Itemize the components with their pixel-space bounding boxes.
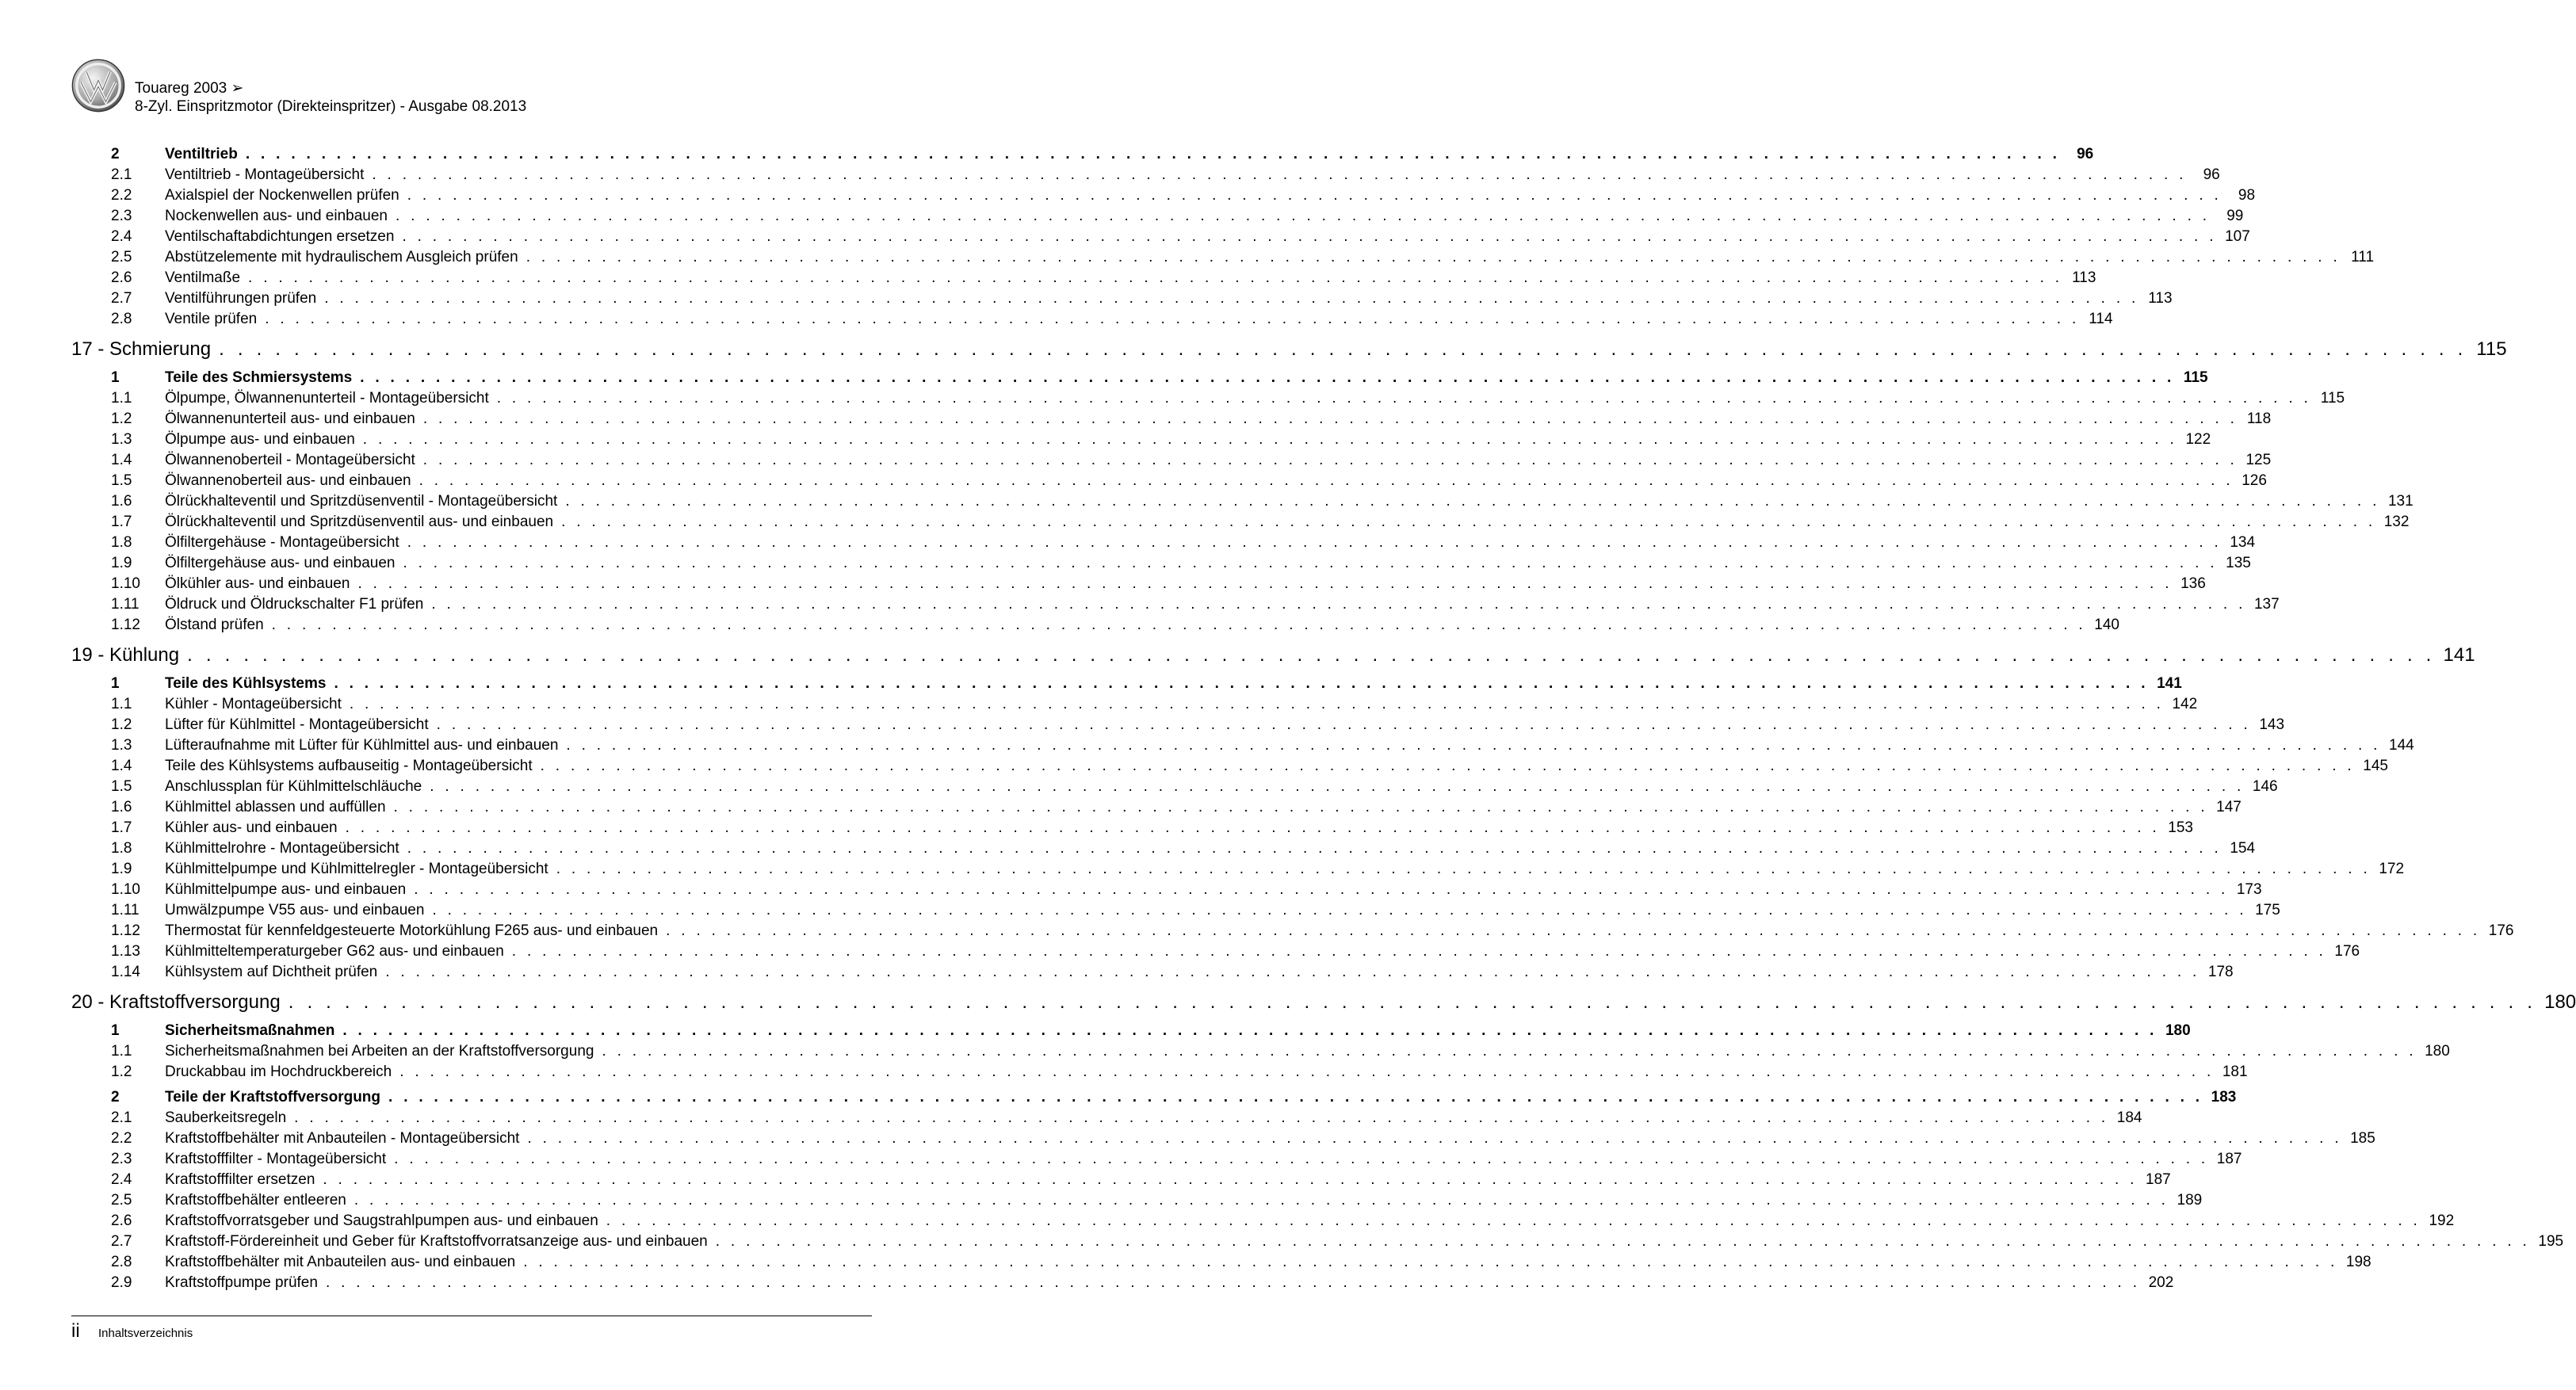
toc-title: Ölkühler aus- und einbauen: [165, 575, 350, 592]
toc-section[interactable]: [71, 674, 2182, 694]
toc-entry[interactable]: [71, 838, 2256, 859]
footer-section-title: Inhaltsverzeichnis: [98, 1327, 193, 1340]
toc-page: 202: [2148, 1274, 2174, 1291]
toc-page: 113: [2072, 269, 2096, 286]
toc-title: 20 - Kraftstoffversorgung: [71, 991, 281, 1013]
toc-leader: . . . . . . . . . . . . . . . . . . . . . . . . . . . . . . . . . . . . . . . . . . . . . . . . . . . . . . . . . . . . . . . . . . . . . . . . . . . . . . . . . . . . . . . . . . . . . . . . . . . . . . . . . . . . . . . . . . . . . . . .: [430, 778, 2245, 795]
toc-leader: . . . . . . . . . . . . . . . . . . . . . . . . . . . . . . . . . . . . . . . . . . . . . . . . . . . . . . . . . . . . . . . . . . . . . . . . . . . . . . . . . . . . . . . . . . . . . . . . . . . . . . . . . . . . . . . . . . . . . . . .: [288, 991, 2537, 1013]
toc-leader: . . . . . . . . . . . . . . . . . . . . . . . . . . . . . . . . . . . . . . . . . . . . . . . . . . . . . . . . . . . . . . . . . . . . . . . . . . . . . . . . . . . . . . . . . . . . . . . . . . . . . . . . . . . . . . . . . . . . . . . .: [606, 1212, 2421, 1229]
toc-page: 122: [2185, 431, 2211, 448]
toc-entry[interactable]: [71, 1108, 2142, 1128]
toc-title: Kraftstoffbehälter mit Anbauteilen - Montageübersicht: [165, 1130, 520, 1147]
toc-leader: . . . . . . . . . . . . . . . . . . . . . . . . . . . . . . . . . . . . . . . . . . . . . . . . . . . . . . . . . . . . . . . . . . . . . . . . . . . . . . . . . . . . . . . . . . . . . . . . . . . . . . . . . . . . . . . . . . . . . . . .: [345, 819, 2160, 836]
toc-page: 131: [2387, 493, 2414, 510]
toc-page: 153: [2168, 819, 2193, 836]
toc-page: 114: [2089, 311, 2113, 327]
toc-leader: . . . . . . . . . . . . . . . . . . . . . . . . . . . . . . . . . . . . . . . . . . . . . . . . . . . . . . . . . . . . . . . . . . . . . . . . . . . . . . . . . . . . . . . . . . . . . . . . . . . . . . . . . . . . . . . . . . . . . . . .: [388, 1089, 2203, 1106]
toc-leader: . . . . . . . . . . . . . . . . . . . . . . . . . . . . . . . . . . . . . . . . . . . . . . . . . . . . . . . . . . . . . . . . . . . . . . . . . . . . . . . . . . . . . . . . . . . . . . . . . . . . . . . . . . . . . . . . . . . . . . . .: [360, 369, 2175, 386]
toc-leader: . . . . . . . . . . . . . . . . . . . . . . . . . . . . . . . . . . . . . . . . . . . . . . . . . . . . . . . . . . . . . . . . . . . . . . . . . . . . . . . . . . . . . . . . . . . . . . . . . . . . . . . . . . . . . . . . . . . . . . . .: [527, 1130, 2342, 1147]
toc-leader: . . . . . . . . . . . . . . . . . . . . . . . . . . . . . . . . . . . . . . . . . . . . . . . . . . . . . . . . . . . . . . . . . . . . . . . . . . . . . . . . . . . . . . . . . . . . . . . . . . . . . . . . . . . . . . . . . . . . . . . .: [323, 1171, 2138, 1188]
toc-chapter[interactable]: [71, 331, 2507, 368]
toc-leader: . . . . . . . . . . . . . . . . . . . . . . . . . . . . . . . . . . . . . . . . . . . . . . . . . . . . . . . . . . . . . . . . . . . . . . . . . . . . . . . . . . . . . . . . . . . . . . . . . . . . . . . . . . . . . . . . . . . . . . . .: [565, 493, 2380, 510]
toc-entry[interactable]: [71, 206, 2244, 227]
toc-page: 187: [2216, 1151, 2242, 1167]
toc-entry[interactable]: [71, 185, 2256, 206]
toc-page: 189: [2177, 1192, 2203, 1209]
toc-number: 1.10: [111, 575, 140, 592]
toc-number: 2.6: [111, 269, 132, 286]
toc-leader: . . . . . . . . . . . . . . . . . . . . . . . . . . . . . . . . . . . . . . . . . . . . . . . . . . . . . . . . . . . . . . . . . . . . . . . . . . . . . . . . . . . . . . . . . . . . . . . . . . . . . . . . . . . . . . . . . . . . . . . .: [511, 943, 2327, 960]
toc-page: 140: [2094, 617, 2119, 633]
toc-entry[interactable]: [71, 450, 2272, 471]
toc-leader: . . . . . . . . . . . . . . . . . . . . . . . . . . . . . . . . . . . . . . . . . . . . . . . . . . . . . . . . . . . . . . . . . . . . . . . . . . . . . . . . . . . . . . . . . . . . . . . . . . . . . . . . . . . . . . . . . . . . . . . .: [342, 1022, 2157, 1039]
toc-page: 96: [2077, 146, 2094, 162]
toc-page: 178: [2207, 964, 2234, 980]
toc-leader: . . . . . . . . . . . . . . . . . . . . . . . . . . . . . . . . . . . . . . . . . . . . . . . . . . . . . . . . . . . . . . . . . . . . . . . . . . . . . . . . . . . . . . . . . . . . . . . . . . . . . . . . . . . . . . . . . . . . . . . .: [325, 1274, 2141, 1291]
toc-title: Kraftstoffbehälter mit Anbauteilen aus- und einbauen: [165, 1254, 516, 1270]
toc-page: 137: [2253, 596, 2280, 613]
toc-number: 1.9: [111, 555, 132, 571]
toc-leader: . . . . . . . . . . . . . . . . . . . . . . . . . . . . . . . . . . . . . . . . . . . . . . . . . . . . . . . . . . . . . . . . . . . . . . . . . . . . . . . . . . . . . . . . . . . . . . . . . . . . . . . . . . . . . . . . . . . . . . . .: [431, 596, 2246, 613]
toc-title: Ölpumpe aus- und einbauen: [165, 431, 355, 448]
toc-page: 176: [2488, 922, 2514, 939]
toc-leader: . . . . . . . . . . . . . . . . . . . . . . . . . . . . . . . . . . . . . . . . . . . . . . . . . . . . . . . . . . . . . . . . . . . . . . . . . . . . . . . . . . . . . . . . . . . . . . . . . . . . . . . . . . . . . . . . . . . . . . . .: [354, 1192, 2169, 1209]
table-of-contents: [71, 144, 2576, 1293]
toc-number: 2.1: [111, 1109, 132, 1126]
toc-page: 118: [2246, 411, 2272, 427]
toc-page: 180: [2425, 1043, 2450, 1060]
toc-title: Ölrückhalteventil und Spritzdüsenventil - Montageübersicht: [165, 493, 558, 510]
toc-title: Kraftstoff-Fördereinheit und Geber für Kraftstoffvorratsanzeige aus- und einbauen: [165, 1233, 708, 1250]
toc-title: Anschlussplan für Kühlmittelschläuche: [165, 778, 422, 795]
toc-page: 180: [2165, 1022, 2191, 1039]
toc-number: 2.5: [111, 249, 132, 265]
toc-number: 1.6: [111, 799, 132, 815]
toc-entry[interactable]: [71, 388, 2345, 409]
toc-title: Teile des Kühlsystems aufbauseitig - Montageübersicht: [165, 758, 533, 774]
toc-page: 115: [2476, 338, 2507, 360]
footer-page-number: ii: [71, 1320, 80, 1342]
toc-entry[interactable]: [71, 962, 2234, 983]
toc-number: 1.1: [111, 390, 132, 407]
toc-entry[interactable]: [71, 165, 2220, 185]
toc-entry[interactable]: [71, 777, 2278, 797]
toc-number: 1: [111, 675, 120, 692]
toc-entry[interactable]: [71, 1149, 2242, 1170]
toc-number: 1.2: [111, 1064, 132, 1080]
toc-number: 1.12: [111, 922, 140, 939]
toc-number: 1.2: [111, 716, 132, 733]
toc-entry[interactable]: [71, 735, 2414, 756]
toc-page: 142: [2172, 696, 2198, 712]
toc-number: 2.4: [111, 228, 132, 245]
toc-page: 98: [2238, 187, 2256, 204]
toc-entry[interactable]: [71, 1190, 2203, 1211]
toc-number: 2.3: [111, 1151, 132, 1167]
toc-leader: . . . . . . . . . . . . . . . . . . . . . . . . . . . . . . . . . . . . . . . . . . . . . . . . . . . . . . . . . . . . . . . . . . . . . . . . . . . . . . . . . . . . . . . . . . . . . . . . . . . . . . . . . . . . . . . . . . . . . . . .: [402, 228, 2217, 245]
toc-leader: . . . . . . . . . . . . . . . . . . . . . . . . . . . . . . . . . . . . . . . . . . . . . . . . . . . . . . . . . . . . . . . . . . . . . . . . . . . . . . . . . . . . . . . . . . . . . . . . . . . . . . . . . . . . . . . . . . . . . . . .: [496, 390, 2312, 407]
toc-title: Ölrückhalteventil und Spritzdüsenventil aus- und einbauen: [165, 514, 554, 530]
toc-number: 1: [111, 369, 120, 386]
toc-title: Lüfter für Kühlmittel - Montageübersicht: [165, 716, 429, 733]
toc-leader: . . . . . . . . . . . . . . . . . . . . . . . . . . . . . . . . . . . . . . . . . . . . . . . . . . . . . . . . . . . . . . . . . . . . . . . . . . . . . . . . . . . . . . . . . . . . . . . . . . . . . . . . . . . . . . . . . . . . . . . .: [219, 338, 2467, 360]
header-model: Touareg 2003 ➢: [135, 80, 244, 97]
toc-page: 115: [2320, 390, 2345, 407]
toc-number: 2.1: [111, 166, 132, 183]
toc-entry[interactable]: [71, 900, 2280, 921]
toc-title: Kühlmittelpumpe aus- und einbauen: [165, 881, 407, 898]
toc-page: 172: [2379, 861, 2405, 877]
toc-number: 1.3: [111, 431, 132, 448]
toc-title: Kühlmitteltemperaturgeber G62 aus- und einbauen: [165, 943, 504, 960]
toc-leader: . . . . . . . . . . . . . . . . . . . . . . . . . . . . . . . . . . . . . . . . . . . . . . . . . . . . . . . . . . . . . . . . . . . . . . . . . . . . . . . . . . . . . . . . . . . . . . . . . . . . . . . . . . . . . . . . . . . . . . . .: [248, 269, 2063, 286]
toc-title: Ventiltrieb: [165, 146, 238, 162]
toc-title: Kühler - Montageübersicht: [165, 696, 342, 712]
toc-number: 2: [111, 146, 120, 162]
toc-number: 2.5: [111, 1192, 132, 1209]
toc-number: 2.6: [111, 1212, 132, 1229]
toc-entry[interactable]: [71, 859, 2405, 880]
toc-leader: . . . . . . . . . . . . . . . . . . . . . . . . . . . . . . . . . . . . . . . . . . . . . . . . . . . . . . . . . . . . . . . . . . . . . . . . . . . . . . . . . . . . . . . . . . . . . . . . . . . . . . . . . . . . . . . . . . . . . . . .: [362, 431, 2178, 448]
toc-number: 1.7: [111, 819, 132, 836]
toc-page: 173: [2236, 881, 2262, 898]
toc-page: 192: [2429, 1212, 2455, 1229]
toc-number: 1.2: [111, 411, 132, 427]
toc-page: 175: [2255, 902, 2280, 918]
toc-title: Kühlmittelpumpe und Kühlmittelregler - Montageübersicht: [165, 861, 548, 877]
toc-page: 111: [2351, 249, 2375, 265]
toc-title: Lüfteraufnahme mit Lüfter für Kühlmittel aus- und einbauen: [165, 737, 559, 754]
toc-title: Kraftstoffvorratsgeber und Saugstrahlpumpen aus- und einbauen: [165, 1212, 598, 1229]
toc-entry[interactable]: [71, 594, 2280, 615]
toc-leader: . . . . . . . . . . . . . . . . . . . . . . . . . . . . . . . . . . . . . . . . . . . . . . . . . . . . . . . . . . . . . . . . . . . . . . . . . . . . . . . . . . . . . . . . . . . . . . . . . . . . . . . . . . . . . . . . . . . . . . . .: [414, 881, 2229, 898]
toc-page: 107: [2225, 228, 2250, 245]
toc-page: 136: [2180, 575, 2206, 592]
toc-page: 147: [2216, 799, 2242, 815]
toc-leader: . . . . . . . . . . . . . . . . . . . . . . . . . . . . . . . . . . . . . . . . . . . . . . . . . . . . . . . . . . . . . . . . . . . . . . . . . . . . . . . . . . . . . . . . . . . . . . . . . . . . . . . . . . . . . . . . . . . . . . . .: [422, 411, 2238, 427]
toc-entry[interactable]: [71, 1128, 2375, 1149]
toc-number: 1.9: [111, 861, 132, 877]
toc-section[interactable]: [71, 368, 2208, 388]
toc-entry[interactable]: [71, 1062, 2248, 1083]
toc-title: Ventilschaftabdichtungen ersetzen: [165, 228, 395, 245]
toc-page: 195: [2538, 1233, 2564, 1250]
toc-leader: . . . . . . . . . . . . . . . . . . . . . . . . . . . . . . . . . . . . . . . . . . . . . . . . . . . . . . . . . . . . . . . . . . . . . . . . . . . . . . . . . . . . . . . . . . . . . . . . . . . . . . . . . . . . . . . . . . . . . . . .: [419, 472, 2234, 489]
toc-chapter[interactable]: [71, 637, 2475, 674]
toc-entry[interactable]: [71, 797, 2242, 818]
toc-entry[interactable]: [71, 553, 2251, 574]
toc-entry[interactable]: [71, 1211, 2455, 1232]
toc-entry[interactable]: [71, 756, 2388, 777]
toc-page: 187: [2146, 1171, 2171, 1188]
toc-title: Teile des Kühlsystems: [165, 675, 327, 692]
toc-entry[interactable]: [71, 268, 2096, 288]
header-engine: 8-Zyl. Einspritzmotor (Direkteinspritzer) - Ausgabe 08.2013: [135, 98, 527, 115]
page-header: [71, 57, 880, 120]
toc-leader: . . . . . . . . . . . . . . . . . . . . . . . . . . . . . . . . . . . . . . . . . . . . . . . . . . . . . . . . . . . . . . . . . . . . . . . . . . . . . . . . . . . . . . . . . . . . . . . . . . . . . . . . . . . . . . . . . . . . . . . .: [403, 555, 2218, 571]
toc-title: Teile des Schmiersystems: [165, 369, 353, 386]
toc-leader: . . . . . . . . . . . . . . . . . . . . . . . . . . . . . . . . . . . . . . . . . . . . . . . . . . . . . . . . . . . . . . . . . . . . . . . . . . . . . . . . . . . . . . . . . . . . . . . . . . . . . . . . . . . . . . . . . . . . . . . .: [187, 644, 2436, 666]
toc-number: 1: [111, 1022, 120, 1039]
toc-leader: . . . . . . . . . . . . . . . . . . . . . . . . . . . . . . . . . . . . . . . . . . . . . . . . . . . . . . . . . . . . . . . . . . . . . . . . . . . . . . . . . . . . . . . . . . . . . . . . . . . . . . . . . . . . . . . . . . . . . . . .: [372, 166, 2187, 183]
toc-entry[interactable]: [71, 533, 2256, 553]
toc-chapter[interactable]: [71, 984, 2576, 1021]
toc-entry[interactable]: [71, 1232, 2564, 1252]
toc-leader: . . . . . . . . . . . . . . . . . . . . . . . . . . . . . . . . . . . . . . . . . . . . . . . . . . . . . . . . . . . . . . . . . . . . . . . . . . . . . . . . . . . . . . . . . . . . . . . . . . . . . . . . . . . . . . . . . . . . . . . .: [436, 716, 2252, 733]
toc-title: Druckabbau im Hochdruckbereich: [165, 1064, 392, 1080]
toc-title: 17 - Schmierung: [71, 338, 212, 360]
toc-number: 2.7: [111, 290, 132, 307]
toc-page: 141: [2443, 644, 2475, 666]
toc-number: 1.6: [111, 493, 132, 510]
toc-title: Ventilmaße: [165, 269, 241, 286]
toc-section[interactable]: [71, 144, 2094, 165]
toc-title: Ölfiltergehäuse - Montageübersicht: [165, 534, 399, 551]
toc-leader: . . . . . . . . . . . . . . . . . . . . . . . . . . . . . . . . . . . . . . . . . . . . . . . . . . . . . . . . . . . . . . . . . . . . . . . . . . . . . . . . . . . . . . . . . . . . . . . . . . . . . . . . . . . . . . . . . . . . . . . .: [294, 1109, 2109, 1126]
toc-entry[interactable]: [71, 694, 2198, 715]
toc-number: 1.14: [111, 964, 140, 980]
toc-leader: . . . . . . . . . . . . . . . . . . . . . . . . . . . . . . . . . . . . . . . . . . . . . . . . . . . . . . . . . . . . . . . . . . . . . . . . . . . . . . . . . . . . . . . . . . . . . . . . . . . . . . . . . . . . . . . . . . . . . . . .: [407, 840, 2222, 857]
toc-title: Kühlmittelrohre - Montageübersicht: [165, 840, 399, 857]
toc-title: Kraftstoffpumpe prüfen: [165, 1274, 318, 1291]
toc-number: 1.4: [111, 452, 132, 468]
vw-logo-icon: [71, 59, 125, 113]
toc-leader: . . . . . . . . . . . . . . . . . . . . . . . . . . . . . . . . . . . . . . . . . . . . . . . . . . . . . . . . . . . . . . . . . . . . . . . . . . . . . . . . . . . . . . . . . . . . . . . . . . . . . . . . . . . . . . . . . . . . . . . .: [715, 1233, 2531, 1250]
toc-number: 1.5: [111, 472, 132, 489]
toc-title: Ölwannenoberteil aus- und einbauen: [165, 472, 411, 489]
toc-page: 126: [2242, 472, 2267, 489]
toc-title: Kühlmittel ablassen und auffüllen: [165, 799, 386, 815]
toc-title: Axialspiel der Nockenwellen prüfen: [165, 187, 399, 204]
toc-page: 183: [2211, 1089, 2237, 1106]
toc-leader: . . . . . . . . . . . . . . . . . . . . . . . . . . . . . . . . . . . . . . . . . . . . . . . . . . . . . . . . . . . . . . . . . . . . . . . . . . . . . . . . . . . . . . . . . . . . . . . . . . . . . . . . . . . . . . . . . . . . . . . .: [385, 964, 2200, 980]
toc-leader: . . . . . . . . . . . . . . . . . . . . . . . . . . . . . . . . . . . . . . . . . . . . . . . . . . . . . . . . . . . . . . . . . . . . . . . . . . . . . . . . . . . . . . . . . . . . . . . . . . . . . . . . . . . . . . . . . . . . . . . .: [395, 208, 2211, 224]
toc-title: Ölwannenoberteil - Montageübersicht: [165, 452, 415, 468]
toc-leader: . . . . . . . . . . . . . . . . . . . . . . . . . . . . . . . . . . . . . . . . . . . . . . . . . . . . . . . . . . . . . . . . . . . . . . . . . . . . . . . . . . . . . . . . . . . . . . . . . . . . . . . . . . . . . . . . . . . . . . . .: [245, 146, 2061, 162]
toc-title: Abstützelemente mit hydraulischem Ausgleich prüfen: [165, 249, 518, 265]
toc-number: 2.7: [111, 1233, 132, 1250]
toc-leader: . . . . . . . . . . . . . . . . . . . . . . . . . . . . . . . . . . . . . . . . . . . . . . . . . . . . . . . . . . . . . . . . . . . . . . . . . . . . . . . . . . . . . . . . . . . . . . . . . . . . . . . . . . . . . . . . . . . . . . . .: [399, 1064, 2215, 1080]
toc-number: 1.5: [111, 778, 132, 795]
toc-page: 113: [2148, 290, 2173, 307]
toc-leader: . . . . . . . . . . . . . . . . . . . . . . . . . . . . . . . . . . . . . . . . . . . . . . . . . . . . . . . . . . . . . . . . . . . . . . . . . . . . . . . . . . . . . . . . . . . . . . . . . . . . . . . . . . . . . . . . . . . . . . . .: [523, 1254, 2338, 1270]
toc-number: 1.1: [111, 1043, 132, 1060]
toc-title: 19 - Kühlung: [71, 644, 180, 666]
toc-title: Teile der Kraftstoffversorgung: [165, 1089, 381, 1106]
toc-number: 1.11: [111, 902, 140, 918]
toc-page: 176: [2334, 943, 2360, 960]
toc-page: 96: [2203, 166, 2220, 183]
toc-leader: . . . . . . . . . . . . . . . . . . . . . . . . . . . . . . . . . . . . . . . . . . . . . . . . . . . . . . . . . . . . . . . . . . . . . . . . . . . . . . . . . . . . . . . . . . . . . . . . . . . . . . . . . . . . . . . . . . . . . . . .: [265, 311, 2080, 327]
toc-leader: . . . . . . . . . . . . . . . . . . . . . . . . . . . . . . . . . . . . . . . . . . . . . . . . . . . . . . . . . . . . . . . . . . . . . . . . . . . . . . . . . . . . . . . . . . . . . . . . . . . . . . . . . . . . . . . . . . . . . . . .: [271, 617, 2086, 633]
toc-leader: . . . . . . . . . . . . . . . . . . . . . . . . . . . . . . . . . . . . . . . . . . . . . . . . . . . . . . . . . . . . . . . . . . . . . . . . . . . . . . . . . . . . . . . . . . . . . . . . . . . . . . . . . . . . . . . . . . . . . . . .: [566, 737, 2381, 754]
toc-leader: . . . . . . . . . . . . . . . . . . . . . . . . . . . . . . . . . . . . . . . . . . . . . . . . . . . . . . . . . . . . . . . . . . . . . . . . . . . . . . . . . . . . . . . . . . . . . . . . . . . . . . . . . . . . . . . . . . . . . . . .: [526, 249, 2341, 265]
toc-page: 143: [2259, 716, 2285, 733]
toc-number: 1.11: [111, 596, 140, 613]
toc-title: Ölstand prüfen: [165, 617, 264, 633]
toc-page: 184: [2116, 1109, 2142, 1126]
toc-number: 2.3: [111, 208, 132, 224]
toc-page: 115: [2183, 369, 2208, 386]
toc-leader: . . . . . . . . . . . . . . . . . . . . . . . . . . . . . . . . . . . . . . . . . . . . . . . . . . . . . . . . . . . . . . . . . . . . . . . . . . . . . . . . . . . . . . . . . . . . . . . . . . . . . . . . . . . . . . . . . . . . . . . .: [556, 861, 2372, 877]
toc-page: 125: [2245, 452, 2272, 468]
toc-number: 1.8: [111, 840, 132, 857]
toc-title: Ölwannenunterteil aus- und einbauen: [165, 411, 415, 427]
toc-title: Ventilführungen prüfen: [165, 290, 317, 307]
toc-page: 144: [2389, 737, 2414, 754]
toc-leader: . . . . . . . . . . . . . . . . . . . . . . . . . . . . . . . . . . . . . . . . . . . . . . . . . . . . . . . . . . . . . . . . . . . . . . . . . . . . . . . . . . . . . . . . . . . . . . . . . . . . . . . . . . . . . . . . . . . . . . . .: [394, 1151, 2209, 1167]
toc-page: 180: [2544, 991, 2576, 1013]
toc-title: Umwälzpumpe V55 aus- und einbauen: [165, 902, 425, 918]
toc-leader: . . . . . . . . . . . . . . . . . . . . . . . . . . . . . . . . . . . . . . . . . . . . . . . . . . . . . . . . . . . . . . . . . . . . . . . . . . . . . . . . . . . . . . . . . . . . . . . . . . . . . . . . . . . . . . . . . . . . . . . .: [393, 799, 2208, 815]
toc-entry[interactable]: [71, 818, 2193, 838]
toc-number: 1.3: [111, 737, 132, 754]
toc-leader: . . . . . . . . . . . . . . . . . . . . . . . . . . . . . . . . . . . . . . . . . . . . . . . . . . . . . . . . . . . . . . . . . . . . . . . . . . . . . . . . . . . . . . . . . . . . . . . . . . . . . . . . . . . . . . . . . . . . . . . .: [422, 452, 2238, 468]
toc-leader: . . . . . . . . . . . . . . . . . . . . . . . . . . . . . . . . . . . . . . . . . . . . . . . . . . . . . . . . . . . . . . . . . . . . . . . . . . . . . . . . . . . . . . . . . . . . . . . . . . . . . . . . . . . . . . . . . . . . . . . .: [334, 675, 2149, 692]
toc-title: Kraftstofffilter - Montageübersicht: [165, 1151, 387, 1167]
toc-entry[interactable]: [71, 1170, 2171, 1190]
toc-number: 1.4: [111, 758, 132, 774]
toc-leader: . . . . . . . . . . . . . . . . . . . . . . . . . . . . . . . . . . . . . . . . . . . . . . . . . . . . . . . . . . . . . . . . . . . . . . . . . . . . . . . . . . . . . . . . . . . . . . . . . . . . . . . . . . . . . . . . . . . . . . . .: [407, 187, 2222, 204]
toc-number: 2.8: [111, 311, 132, 327]
toc-leader: . . . . . . . . . . . . . . . . . . . . . . . . . . . . . . . . . . . . . . . . . . . . . . . . . . . . . . . . . . . . . . . . . . . . . . . . . . . . . . . . . . . . . . . . . . . . . . . . . . . . . . . . . . . . . . . . . . . . . . . .: [357, 575, 2173, 592]
toc-page: 154: [2230, 840, 2256, 857]
toc-number: 1.10: [111, 881, 140, 898]
toc-title: Ölpumpe, Ölwannenunterteil - Montageübersicht: [165, 390, 489, 407]
toc-entry[interactable]: [71, 409, 2272, 430]
toc-title: Sicherheitsmaßnahmen: [165, 1022, 335, 1039]
toc-entry[interactable]: [71, 491, 2414, 512]
toc-number: 1.8: [111, 534, 132, 551]
toc-entry[interactable]: [71, 1273, 2174, 1293]
toc-leader: . . . . . . . . . . . . . . . . . . . . . . . . . . . . . . . . . . . . . . . . . . . . . . . . . . . . . . . . . . . . . . . . . . . . . . . . . . . . . . . . . . . . . . . . . . . . . . . . . . . . . . . . . . . . . . . . . . . . . . . .: [349, 696, 2165, 712]
toc-number: 1.7: [111, 514, 132, 530]
toc-page: 181: [2222, 1064, 2248, 1080]
toc-title: Sauberkeitsregeln: [165, 1109, 287, 1126]
toc-number: 2.2: [111, 187, 132, 204]
toc-page: 198: [2345, 1254, 2372, 1270]
toc-leader: . . . . . . . . . . . . . . . . . . . . . . . . . . . . . . . . . . . . . . . . . . . . . . . . . . . . . . . . . . . . . . . . . . . . . . . . . . . . . . . . . . . . . . . . . . . . . . . . . . . . . . . . . . . . . . . . . . . . . . . .: [561, 514, 2376, 530]
toc-entry[interactable]: [71, 227, 2250, 247]
toc-page: 135: [2226, 555, 2251, 571]
toc-entry[interactable]: [71, 430, 2211, 450]
toc-leader: . . . . . . . . . . . . . . . . . . . . . . . . . . . . . . . . . . . . . . . . . . . . . . . . . . . . . . . . . . . . . . . . . . . . . . . . . . . . . . . . . . . . . . . . . . . . . . . . . . . . . . . . . . . . . . . . . . . . . . . .: [432, 902, 2247, 918]
toc-entry[interactable]: [71, 288, 2173, 309]
toc-title: Kraftstoffbehälter entleeren: [165, 1192, 346, 1209]
toc-section[interactable]: [71, 1021, 2191, 1041]
toc-entry[interactable]: [71, 574, 2206, 594]
toc-title: Kühlsystem auf Dichtheit prüfen: [165, 964, 378, 980]
toc-leader: . . . . . . . . . . . . . . . . . . . . . . . . . . . . . . . . . . . . . . . . . . . . . . . . . . . . . . . . . . . . . . . . . . . . . . . . . . . . . . . . . . . . . . . . . . . . . . . . . . . . . . . . . . . . . . . . . . . . . . . .: [407, 534, 2222, 551]
toc-number: 2.4: [111, 1171, 132, 1188]
toc-title: Öldruck und Öldruckschalter F1 prüfen: [165, 596, 424, 613]
toc-leader: . . . . . . . . . . . . . . . . . . . . . . . . . . . . . . . . . . . . . . . . . . . . . . . . . . . . . . . . . . . . . . . . . . . . . . . . . . . . . . . . . . . . . . . . . . . . . . . . . . . . . . . . . . . . . . . . . . . . . . . .: [324, 290, 2139, 307]
toc-number: 1.12: [111, 617, 140, 633]
toc-entry[interactable]: [71, 471, 2267, 491]
toc-page: 145: [2363, 758, 2388, 774]
toc-leader: . . . . . . . . . . . . . . . . . . . . . . . . . . . . . . . . . . . . . . . . . . . . . . . . . . . . . . . . . . . . . . . . . . . . . . . . . . . . . . . . . . . . . . . . . . . . . . . . . . . . . . . . . . . . . . . . . . . . . . . .: [666, 922, 2481, 939]
toc-entry[interactable]: [71, 512, 2410, 533]
toc-title: Ölfiltergehäuse aus- und einbauen: [165, 555, 396, 571]
toc-entry[interactable]: [71, 247, 2375, 268]
toc-entry[interactable]: [71, 715, 2285, 735]
toc-section[interactable]: [71, 1087, 2237, 1108]
toc-page: 141: [2157, 675, 2182, 692]
toc-title: Kühler aus- und einbauen: [165, 819, 338, 836]
toc-number: 2.8: [111, 1254, 132, 1270]
toc-page: 185: [2350, 1130, 2375, 1147]
toc-page: 134: [2230, 534, 2256, 551]
toc-page: 99: [2226, 208, 2244, 224]
toc-title: Nockenwellen aus- und einbauen: [165, 208, 388, 224]
toc-leader: . . . . . . . . . . . . . . . . . . . . . . . . . . . . . . . . . . . . . . . . . . . . . . . . . . . . . . . . . . . . . . . . . . . . . . . . . . . . . . . . . . . . . . . . . . . . . . . . . . . . . . . . . . . . . . . . . . . . . . . .: [540, 758, 2355, 774]
toc-number: 1.13: [111, 943, 140, 960]
toc-number: 2: [111, 1089, 120, 1106]
toc-number: 2.9: [111, 1274, 132, 1291]
toc-number: 2.2: [111, 1130, 132, 1147]
toc-title: Kraftstofffilter ersetzen: [165, 1171, 315, 1188]
toc-page: 132: [2383, 514, 2410, 530]
toc-title: Sicherheitsmaßnahmen bei Arbeiten an der Kraftstoffversorgung: [165, 1043, 594, 1060]
toc-entry[interactable]: [71, 921, 2514, 941]
toc-title: Ventiltrieb - Montageübersicht: [165, 166, 365, 183]
toc-entry[interactable]: [71, 1041, 2450, 1062]
toc-page: 146: [2252, 778, 2278, 795]
toc-entry[interactable]: [71, 880, 2262, 900]
toc-leader: . . . . . . . . . . . . . . . . . . . . . . . . . . . . . . . . . . . . . . . . . . . . . . . . . . . . . . . . . . . . . . . . . . . . . . . . . . . . . . . . . . . . . . . . . . . . . . . . . . . . . . . . . . . . . . . . . . . . . . . .: [602, 1043, 2417, 1060]
toc-entry[interactable]: [71, 615, 2119, 636]
toc-entry[interactable]: [71, 1252, 2372, 1273]
toc-entry[interactable]: [71, 941, 2360, 962]
toc-entry[interactable]: [71, 309, 2113, 330]
toc-title: Thermostat für kennfeldgesteuerte Motorkühlung F265 aus- und einbauen: [165, 922, 659, 939]
toc-number: 1.1: [111, 696, 132, 712]
toc-title: Ventile prüfen: [165, 311, 258, 327]
